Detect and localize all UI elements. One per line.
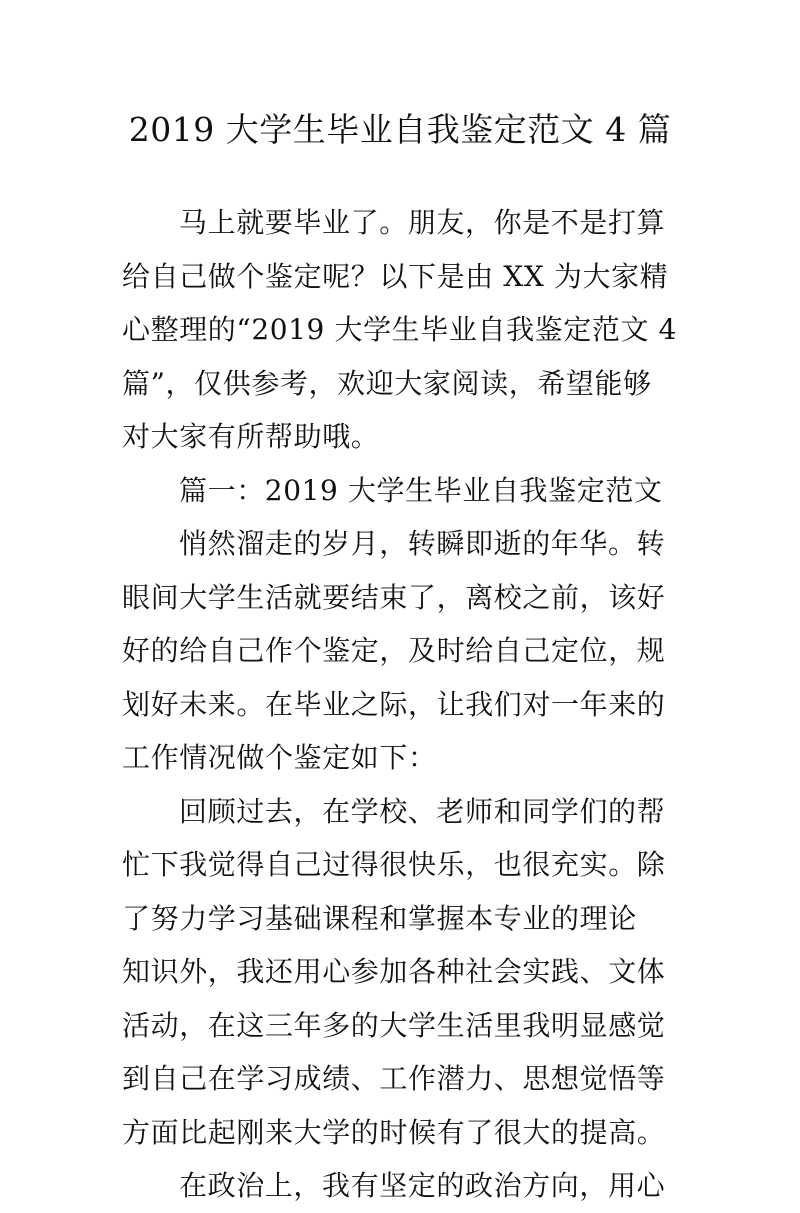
text-line: 眼间大学生活就要结束了，离校之前，该好 bbox=[122, 580, 666, 614]
text-line: 到自己在学习成绩、工作潜力、思想觉悟等 bbox=[122, 1062, 666, 1095]
text-line: 对大家有所帮助哦。 bbox=[122, 420, 380, 453]
text-line: 方面比起刚来大学的时候有了很大的提高。 bbox=[122, 1115, 666, 1149]
text-line: 活动，在这三年多的大学生活里我明显感觉 bbox=[122, 1008, 666, 1042]
text-line: 回顾过去，在学校、老师和同学们的帮 bbox=[179, 794, 666, 828]
text-line: 在政治上，我有坚定的政治方向，用心 bbox=[179, 1169, 666, 1202]
text-line: 给自己做个鉴定呢？以下是由 XX 为大家精 bbox=[122, 259, 669, 293]
text-line: 知识外，我还用心参加各种社会实践、文体 bbox=[122, 955, 666, 988]
text-line: 好的给自己作个鉴定，及时给自己定位，规 bbox=[122, 634, 666, 667]
text-line: 划好未来。在毕业之际，让我们对一年来的 bbox=[122, 687, 666, 721]
text-line: 忙下我觉得自己过得很快乐，也很充实。除 bbox=[122, 848, 666, 881]
text-line: 心整理的“2019 大学生毕业自我鉴定范文 4 bbox=[122, 313, 677, 346]
text-line: 篇”，仅供参考，欢迎大家阅读，希望能够 bbox=[122, 366, 652, 400]
text-line: 马上就要毕业了。朋友，你是不是打算 bbox=[179, 206, 666, 239]
text-line: 了努力学习基础课程和掌握本专业的理论 bbox=[122, 901, 637, 935]
text-line: 悄然溜走的岁月，转瞬即逝的年华。转 bbox=[179, 527, 666, 560]
document-body bbox=[122, 196, 702, 1213]
document-title: 2019 大学生毕业自我鉴定范文 4 篇 bbox=[128, 110, 672, 149]
section-heading: 篇一：2019 大学生毕业自我鉴定范文 bbox=[179, 473, 663, 507]
text-line: 工作情况做个鉴定如下： bbox=[122, 741, 437, 774]
